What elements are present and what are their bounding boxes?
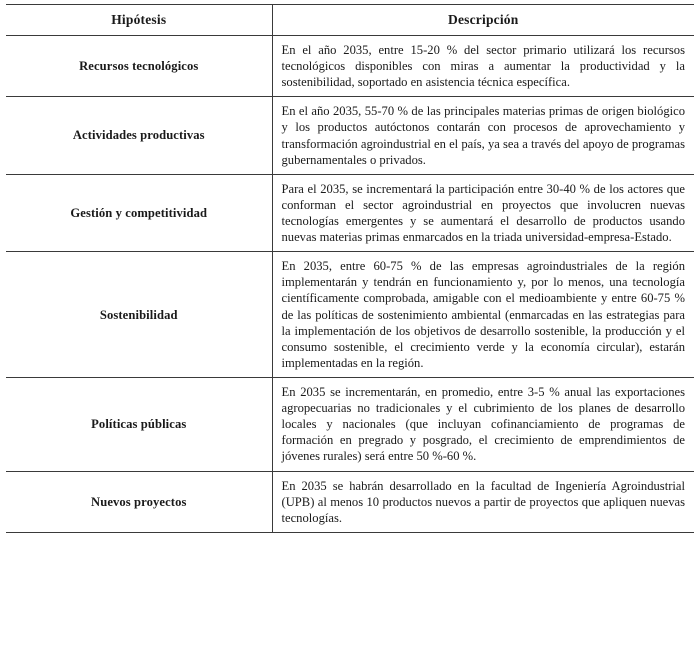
- cell-hypothesis: Recursos tecnológicos: [6, 36, 272, 97]
- description-text: Para el 2035, se incrementará la participación entre 30-40 % de los actores que conforman el sector agroindustrial en proyectos que involucren nuevas tecnologías emergentes y se aumentará el desarrollo de productos usando nuevas materias primas enmarcados en la triada universidad-empresa-Estado.: [281, 181, 685, 245]
- cell-hypothesis: Sostenibilidad: [6, 252, 272, 378]
- table-header: [6, 5, 694, 36]
- cell-hypothesis: Actividades productivas: [6, 97, 272, 174]
- cell-description: [272, 252, 694, 378]
- cell-hypothesis: Políticas públicas: [6, 377, 272, 471]
- cell-description: [272, 97, 694, 174]
- table-row: [6, 174, 694, 251]
- cell-description: [272, 174, 694, 251]
- column-header-hypothesis: Hipótesis: [6, 5, 272, 36]
- cell-hypothesis: Gestión y competitividad: [6, 174, 272, 251]
- description-text: En 2035, entre 60-75 % de las empresas agroindustriales de la región implementarán y tendrán en funcionamiento y, por lo menos, una tecnología científicamente comprobada, amigable con el medioambiente y entre 60-75 % de las políticas de sostenimiento ambiental (enmarcadas en las estrategias para la implementación de los objetivos de desarrollo sostenible, la producción y el consumo sostenible, el crecimiento verde y la economía circular), estarán implementadas en la región.: [281, 259, 685, 370]
- cell-description: [272, 377, 694, 471]
- table-header-row: [6, 5, 694, 36]
- cell-description: [272, 36, 694, 97]
- table-row: [6, 97, 694, 174]
- description-text: En el año 2035, 55-70 % de las principales materias primas de origen biológico y los productos autóctonos contarán con procesos de aprovechamiento y transformación agroindustrial en el país, ya sea a través del apoyo de programas gubernamentales o privados.: [281, 104, 685, 167]
- table-row: [6, 36, 694, 97]
- cell-description: [272, 471, 694, 532]
- description-text: En 2035 se incrementarán, en promedio, entre 3-5 % anual las exportaciones agropecuarias no tradicionales y el cubrimiento de los planes de desarrollo locales y nacionales (que incluyan cofinanciamiento de programas de formación en pregrado y posgrado, el crecimiento de emprendimientos de jóvenes rurales) será entre 50 %-60 %.: [281, 384, 685, 464]
- table-row: [6, 471, 694, 532]
- table-row: [6, 252, 694, 378]
- column-header-description: Descripción: [272, 5, 694, 36]
- description-text: En el año 2035, entre 15-20 % del sector primario utilizará los recursos tecnológicos disponibles con miras a aumentar la productividad y la sostenibilidad, soportado en asistencia técnica específica.: [281, 43, 685, 90]
- table-body: [6, 36, 694, 533]
- table-row: [6, 377, 694, 471]
- hypotheses-table: [6, 4, 694, 533]
- description-text: En 2035 se habrán desarrollado en la facultad de Ingeniería Agroindustrial (UPB) al menos 10 productos nuevos a partir de proyectos que apliquen nuevas tecnologías.: [281, 478, 685, 525]
- cell-hypothesis: Nuevos proyectos: [6, 471, 272, 532]
